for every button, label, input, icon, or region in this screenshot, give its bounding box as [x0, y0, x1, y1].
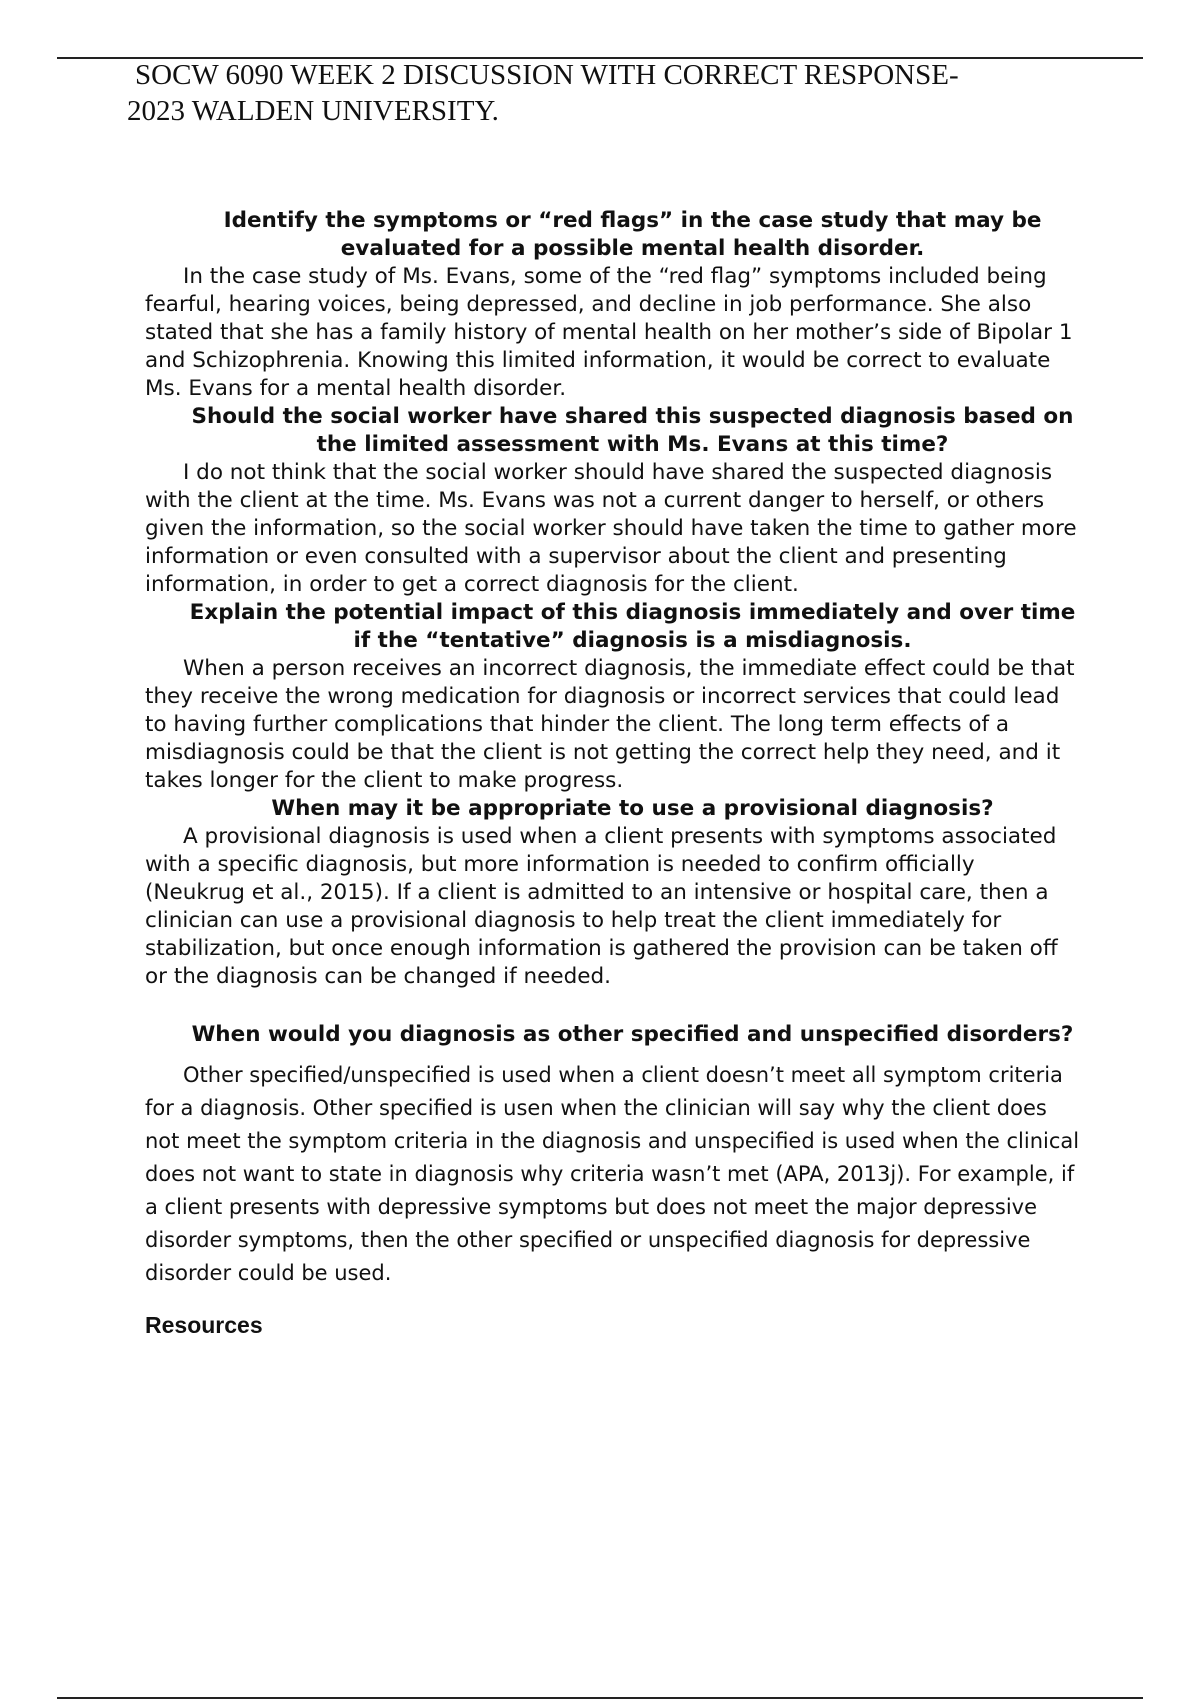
document-title — [127, 57, 1095, 129]
question-provisional-diagnosis: When may it be appropriate to use a provisional diagnosis? — [271, 796, 994, 821]
answer-misdiagnosis-impact: When a person receives an incorrect diagnosis, the immediate effect could be that they receive the wrong medication for diagnosis or incorrect services that could lead to having further complications that hinder the client. The long term effects of a misdiagnosis could be that the client is not getting the correct help they need, and it takes longer for the client to make progress. — [145, 656, 1075, 793]
answer-red-flags: In the case study of Ms. Evans, some of the “red flag” symptoms included being fearful, hearing voices, being depressed, and decline in job performance. She also stated that she has a family history of mental health on her mother’s side of Bipolar 1 and Schizophrenia. Knowing this limited information, it would be correct to evaluate Ms. Evans for a mental health disorder. — [145, 264, 1073, 401]
answer-provisional-diagnosis: A provisional diagnosis is used when a client presents with symptoms associated with a specific diagnosis, but more information is needed to confirm officially (Neukrug et al., 2015). If a client is admitted to an intensive or hospital care, then a clinician can use a provisional diagnosis to help treat the client immediately for stabilization, but once enough information is gathered the provision can be taken off or the diagnosis can be changed if needed. — [145, 824, 1058, 989]
question-misdiagnosis-impact: Explain the potential impact of this diagnosis immediately and over time if the “tentative” diagnosis is a misdiagnosis. — [189, 600, 1076, 653]
section-spacer — [145, 991, 1080, 1021]
question-red-flags: Identify the symptoms or “red flags” in the case study that may be evaluated for a possible mental health disorder. — [223, 208, 1042, 261]
question-specified-unspecified: When would you diagnosis as other specified and unspecified disorders? — [191, 1022, 1074, 1047]
document-title-line-1: SOCW 6090 WEEK 2 DISCUSSION WITH CORRECT RESPONSE- — [135, 59, 959, 91]
document-title-line-2: 2023 WALDEN UNIVERSITY. — [127, 95, 499, 127]
answer-share-diagnosis: I do not think that the social worker should have shared the suspected diagnosis with the client at the time. Ms. Evans was not a current danger to herself, or others given the information, so the social worker should have taken the time to gather more information or even consulted with a supervisor about the client and presenting information, in order to get a correct diagnosis for the client. — [145, 460, 1077, 597]
answer-specified-unspecified: Other specified/unspecified is used when a client doesn’t meet all symptom criteria for a diagnosis. Other specified is usen when the clinician will say why the client does not meet the symptom criteria in the diagnosis and unspecified is used when the clinical does not want to state in diagnosis why criteria wasn’t met (APA, 2013j). For example, if a client presents with depressive symptoms but does not meet the major depressive disorder symptoms, then the other specified or unspecified diagnosis for depressive disorder could be used. — [145, 1063, 1080, 1285]
resources-heading: Resources — [145, 1312, 263, 1338]
document-body — [145, 207, 1080, 1340]
question-share-diagnosis: Should the social worker have shared this suspected diagnosis based on the limited assessment with Ms. Evans at this time? — [191, 404, 1074, 457]
bottom-divider — [57, 1697, 1143, 1699]
